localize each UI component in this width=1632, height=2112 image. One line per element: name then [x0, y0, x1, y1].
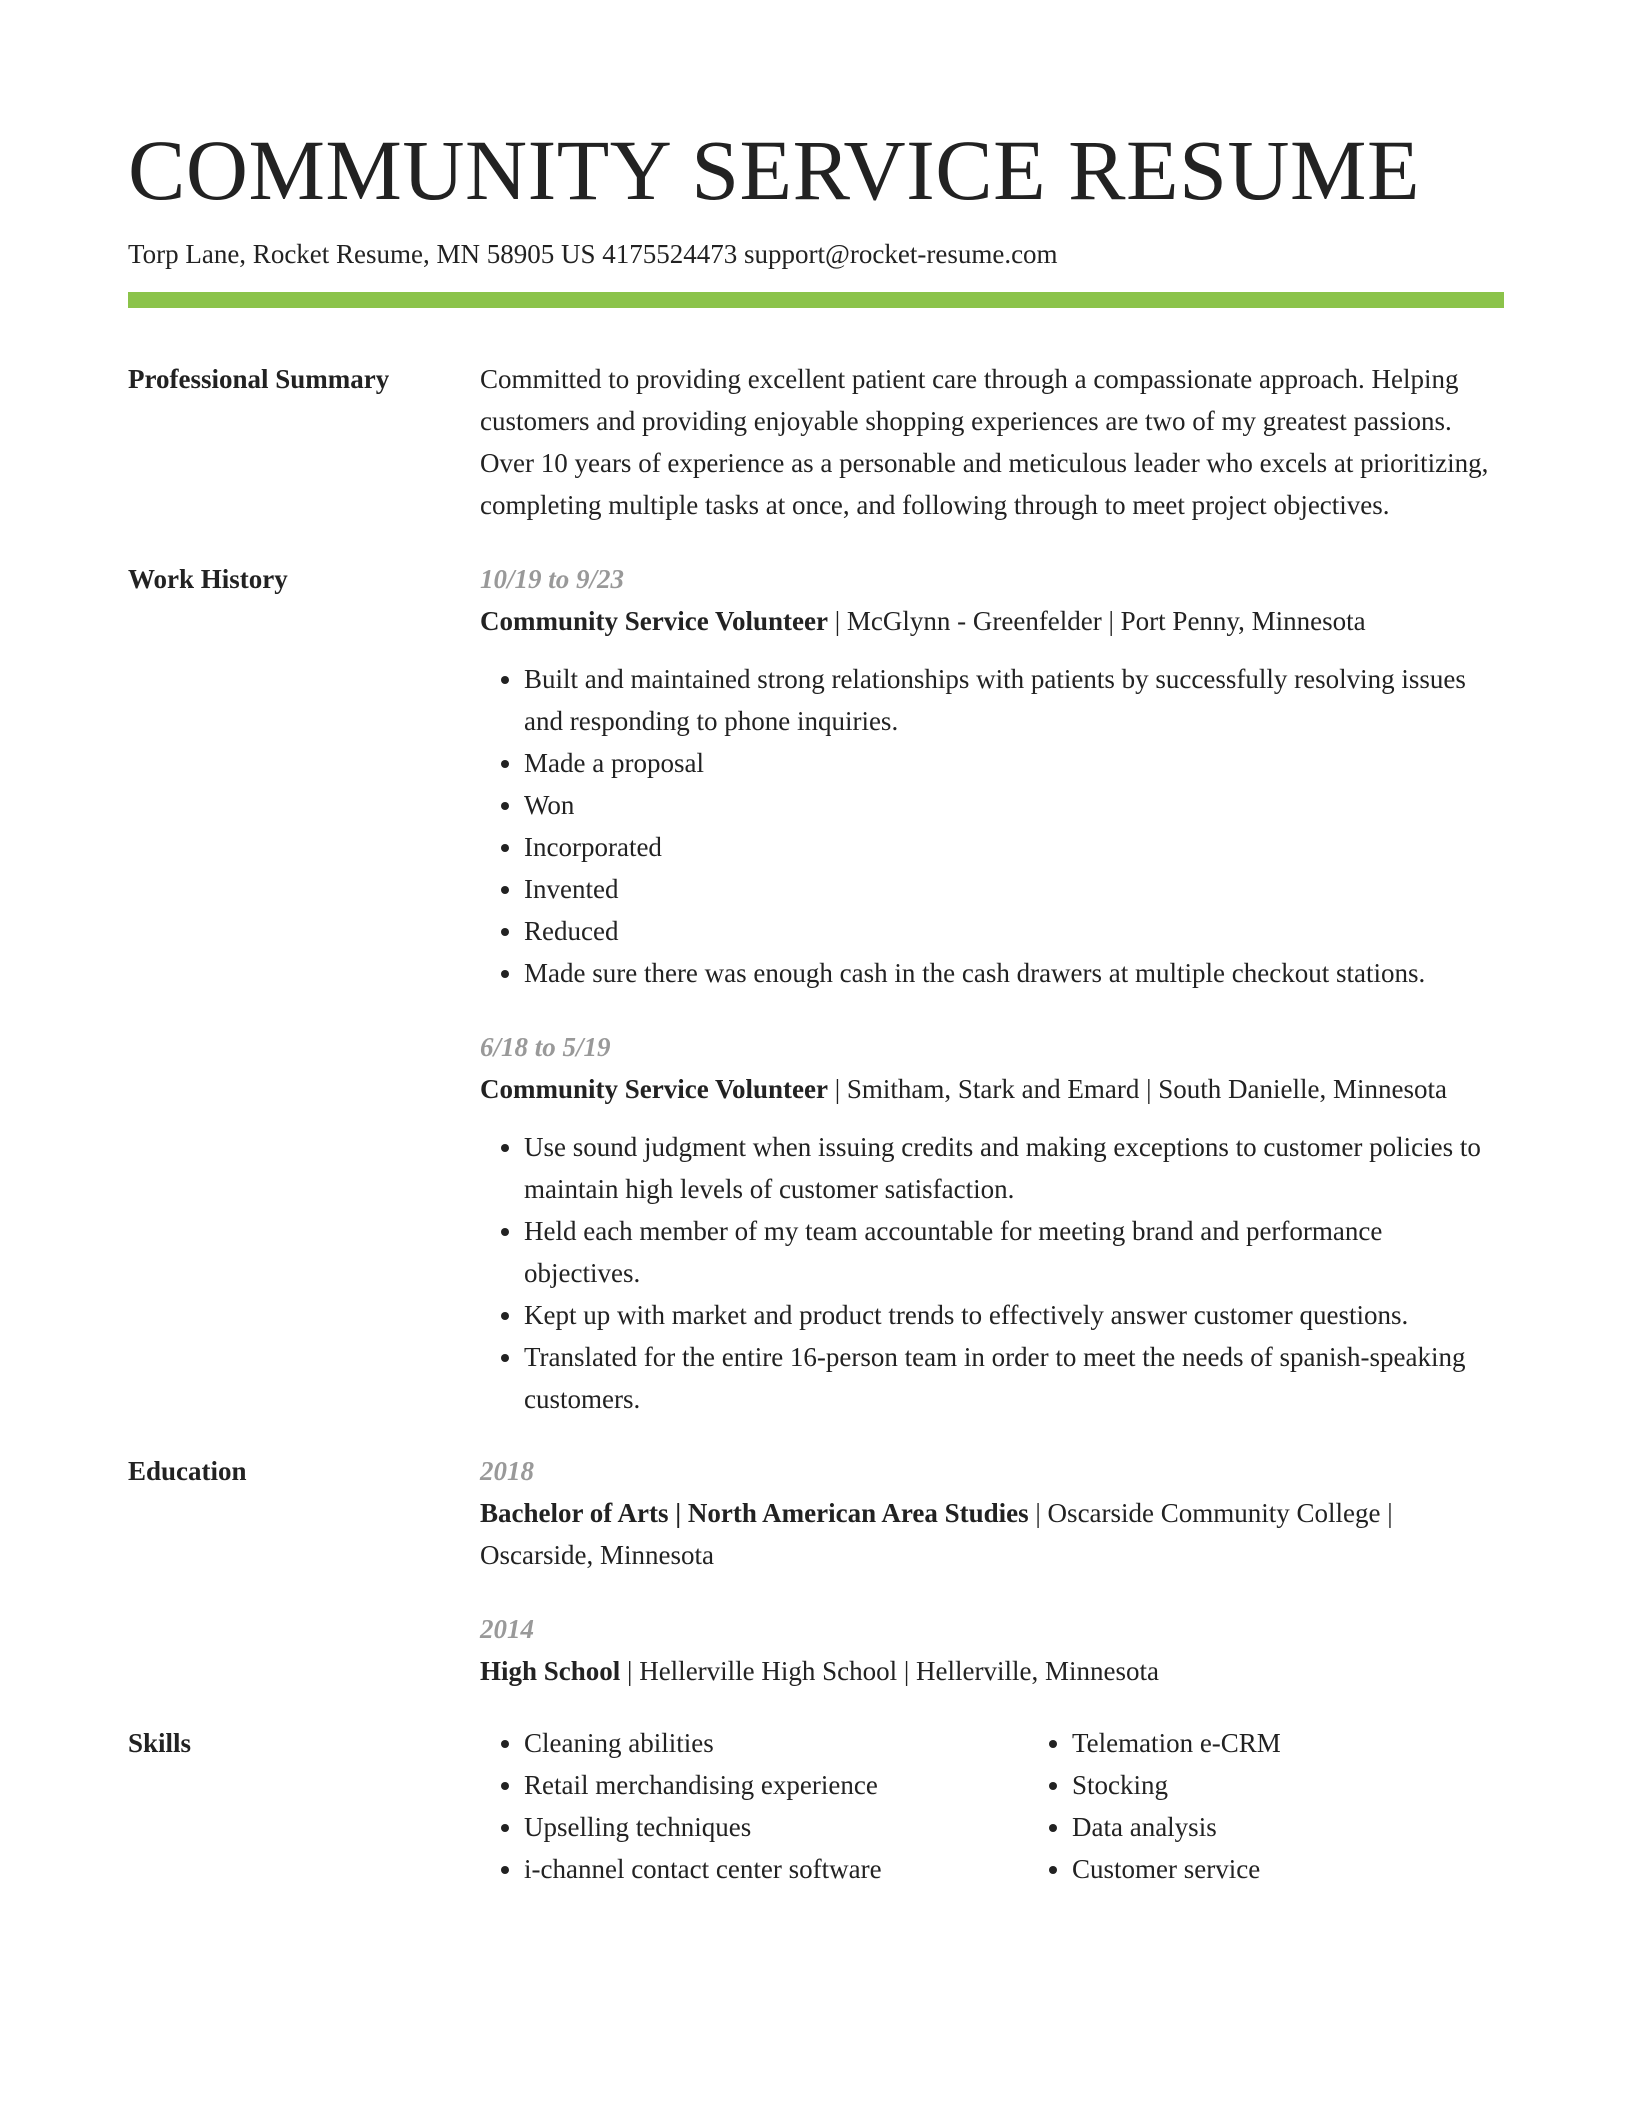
skill-item: • Cleaning abilities	[524, 1722, 1028, 1764]
job-bullet: • Translated for the entire 16-person team in order to meet the needs of spanish-speaking customers.	[524, 1336, 1504, 1420]
skills-label: Skills	[128, 1728, 192, 1758]
work-history-section	[128, 558, 1504, 1420]
summary-text: Committed to providing excellent patient care through a compassionate approach. Helping customers and providing enjoyable shopping experiences are two of my greatest passions. Over 10 years of experience as a personable and meticulous leader who excels at prioritizing, completing multiple tasks at once, and following through to meet project objectives.	[480, 364, 1489, 520]
skills-grid	[480, 1722, 1504, 1890]
resume-title: COMMUNITY SERVICE RESUME	[128, 122, 1421, 218]
education-section	[128, 1450, 1504, 1692]
contact-line: Torp Lane, Rocket Resume, MN 58905 US 4175524473 support@rocket-resume.com	[128, 239, 1058, 269]
job-bullet: • Built and maintained strong relationships with patients by successfully resolving issues and responding to phone inquiries.	[524, 658, 1504, 742]
skills-column-2	[1028, 1722, 1281, 1890]
job-title: Community Service Volunteer	[480, 1074, 828, 1104]
summary-body	[480, 358, 1504, 526]
summary-label: Professional Summary	[128, 364, 390, 394]
education-line	[480, 1650, 1504, 1692]
job-entry	[480, 1026, 1504, 1420]
skill-item: • Data analysis	[1072, 1806, 1281, 1848]
job-role	[480, 600, 1504, 642]
accent-divider	[128, 292, 1504, 308]
job-bullet: • Incorporated	[524, 826, 1504, 868]
job-entry	[480, 558, 1504, 994]
job-bullet: • Kept up with market and product trends to effectively answer customer questions.	[524, 1294, 1504, 1336]
education-line	[480, 1492, 1504, 1576]
skill-item: • Customer service	[1072, 1848, 1281, 1890]
job-bullet: • Held each member of my team accountable for meeting brand and performance objectives.	[524, 1210, 1504, 1294]
education-entry	[480, 1608, 1504, 1692]
job-title: Community Service Volunteer	[480, 606, 828, 636]
job-bullet: • Invented	[524, 868, 1504, 910]
skill-item: • Upselling techniques	[524, 1806, 1028, 1848]
education-label: Education	[128, 1456, 247, 1486]
skill-item: • Retail merchandising experience	[524, 1764, 1028, 1806]
job-role	[480, 1068, 1504, 1110]
job-bullet: • Made sure there was enough cash in the cash drawers at multiple checkout stations.	[524, 952, 1504, 994]
summary-section	[128, 358, 1504, 526]
job-bullet: • Reduced	[524, 910, 1504, 952]
job-bullet: • Made a proposal	[524, 742, 1504, 784]
skills-body	[480, 1722, 1504, 1890]
job-bullets	[480, 1126, 1504, 1420]
job-bullet: • Use sound judgment when issuing credits and making exceptions to customer policies to maintain high levels of customer satisfaction.	[524, 1126, 1504, 1210]
job-bullets	[480, 658, 1504, 994]
skill-item: • Stocking	[1072, 1764, 1281, 1806]
job-bullet: • Won	[524, 784, 1504, 826]
skill-item: • Telemation e-CRM	[1072, 1722, 1281, 1764]
education-details: | Hellerville High School | Hellerville, Minnesota	[620, 1656, 1159, 1686]
work-history-body	[480, 558, 1504, 1420]
education-year: 2018	[480, 1456, 534, 1486]
education-body	[480, 1450, 1504, 1692]
skills-column-1	[480, 1722, 1028, 1890]
education-entry	[480, 1450, 1504, 1576]
education-details: | Oscarside Community College | Oscarside, Minnesota	[480, 1498, 1393, 1570]
education-year: 2014	[480, 1614, 534, 1644]
work-history-label: Work History	[128, 564, 288, 594]
job-details: | McGlynn - Greenfelder | Port Penny, Minnesota	[827, 606, 1366, 636]
skill-item: • i-channel contact center software	[524, 1848, 1028, 1890]
education-degree: High School	[480, 1656, 621, 1686]
education-degree: Bachelor of Arts | North American Area Studies	[480, 1498, 1029, 1528]
skills-section	[128, 1722, 1504, 1890]
job-details: | Smitham, Stark and Emard | South Danielle, Minnesota	[827, 1074, 1447, 1104]
job-dates: 6/18 to 5/19	[480, 1032, 611, 1062]
job-dates: 10/19 to 9/23	[480, 564, 625, 594]
